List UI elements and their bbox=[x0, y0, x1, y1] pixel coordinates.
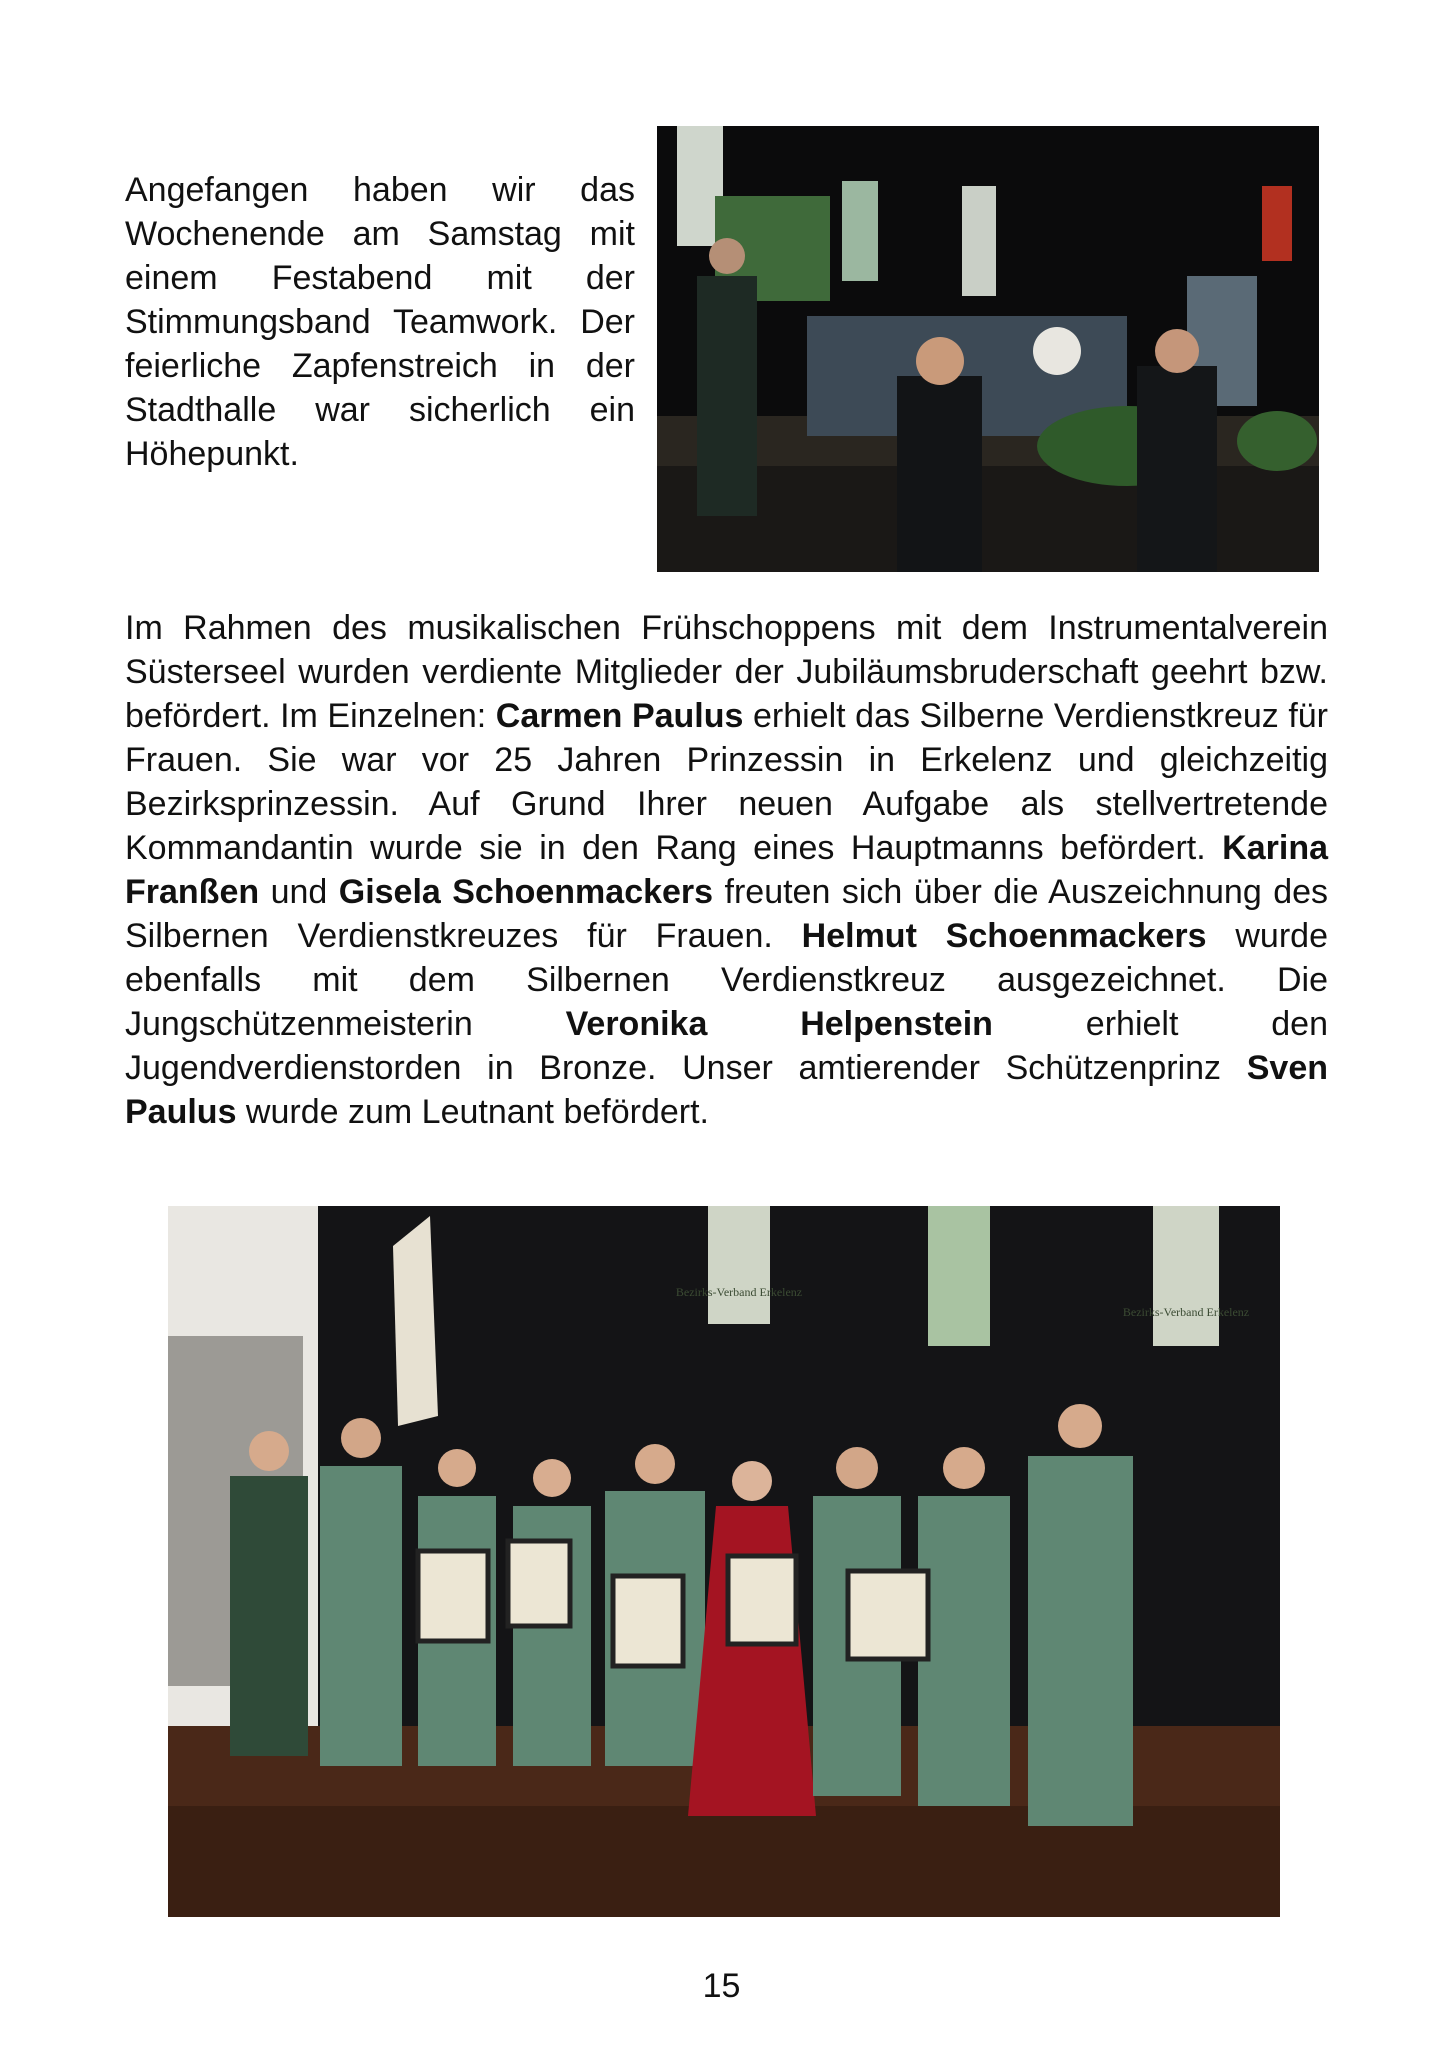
main-text-3: und bbox=[259, 873, 339, 911]
main-text-5: wurde ebenfalls mit dem Silbernen Verdienstkreuz ausgezeichnet. Die Jungschützenmeisterin bbox=[125, 917, 1328, 1043]
main-text-1: Im Rahmen des musikalischen Frühschoppens mit dem Instrumentalverein Süsterseel wurden verdiente Mitglieder der Jubiläumsbruderschaft geehrt bzw. befördert. Im Einzelnen: bbox=[125, 609, 1328, 735]
page-number: 15 bbox=[702, 1967, 741, 2005]
award-group-photo bbox=[168, 1206, 1280, 1917]
honoree-name: Veronika Helpenstein bbox=[565, 1005, 993, 1043]
banner-right-label: Bezirks-Verband Erkelenz bbox=[1122, 1305, 1250, 1319]
honoree-name: Helmut Schoenmackers bbox=[801, 917, 1207, 955]
main-text-7: wurde zum Leutnant befördert. bbox=[236, 1093, 709, 1131]
banner-left-label: Bezirks-Verband Erkelenz bbox=[675, 1285, 803, 1299]
honoree-name: Karina Franßen bbox=[125, 829, 1328, 911]
main-text-6: erhielt den Jugendverdienstorden in Bronze. Unser amtierender Schützenprinz bbox=[125, 1005, 1328, 1087]
intro-paragraph: Angefangen haben wir das Wochenende am Samstag mit einem Festabend mit der Stimmungsband Teamwork. Der feierliche Zapfenstreich in der Stadthalle war sicherlich ein Höhepunkt. bbox=[125, 171, 635, 473]
main-text-4: freuten sich über die Auszeichnung des Silbernen Verdienstkreuzes für Frauen. bbox=[125, 873, 1329, 955]
honoree-name: Carmen Paulus bbox=[495, 697, 744, 735]
honoree-name: Gisela Schoenmackers bbox=[338, 873, 714, 911]
main-paragraph bbox=[125, 606, 1328, 1134]
zapfenstreich-photo bbox=[657, 126, 1319, 572]
honoree-name: Sven Paulus bbox=[125, 1049, 1328, 1131]
main-text-2: erhielt das Silberne Verdienstkreuz für Frauen. Sie war vor 25 Jahren Prinzessin in Erkelenz und gleichzeitig Bezirksprinzessin. Auf Grund Ihrer neuen Aufgabe als stellvertretende Kommandantin wurde sie in den Rang eines Hauptmanns befördert. bbox=[125, 697, 1329, 867]
